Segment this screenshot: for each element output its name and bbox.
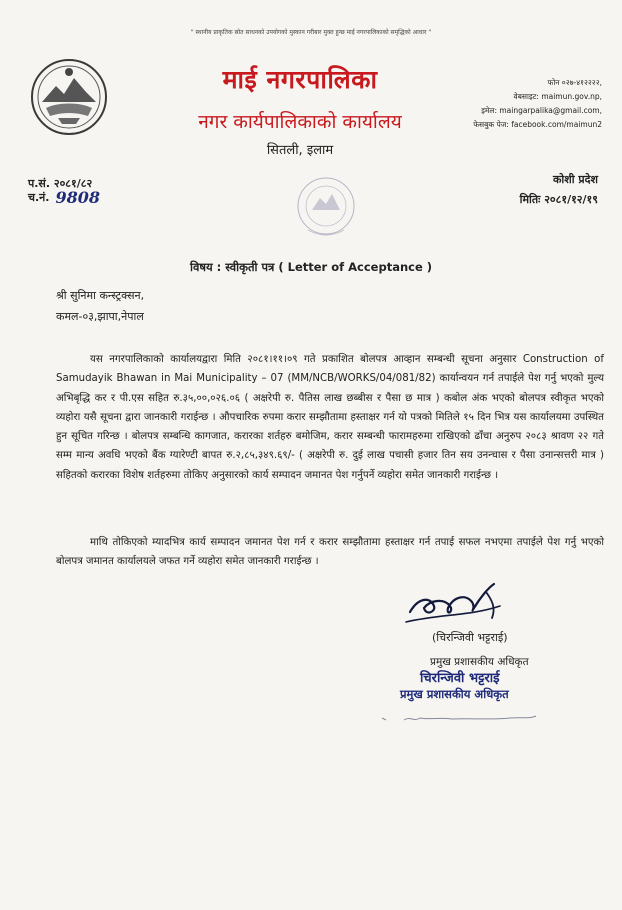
signatory-name: (चिरन्जिवी भट्टराई) xyxy=(432,631,508,644)
stamp-signatory-name: चिरन्जिवी भट्टराई xyxy=(420,671,500,686)
signatory-designation: प्रमुख प्रशासकीय अधिकृत xyxy=(430,656,529,668)
contact-email: इमेल: maingarpalika@gmail.com, xyxy=(481,106,602,115)
contact-block xyxy=(452,76,602,132)
stamp-signatory-designation: प्रमुख प्रशासकीय अधिकृत xyxy=(400,687,509,701)
ink-scribble-icon xyxy=(380,712,540,724)
subject-line: विषय : स्वीकृती पत्र ( Letter of Acceptance ) xyxy=(189,260,433,274)
handwritten-signature-icon xyxy=(400,578,508,626)
body-paragraph-1: यस नगरपालिकाको कार्यालयद्वारा मिति २०८१।११।०९ गते प्रकाशित बोलपत्र आव्हान सम्बन्धी सूचना अनुसार Construction of Samudayik Bhawan in Mai Municipality – 07 (MM/NCB/WORKS/04/081/82) कार्यान्वयन गर्न तपाईले पेश गर्नु भएको मुल्य अभिबृद्धि कर र पी.एस सहित रु.३५,००,०२६.०६ ( अक्षरेपी रु. पैतिस लाख छब्बीस र पैसा छ मात्र ) कबोल अंक भएको बोलपत्र स्वीकृत भएको व्यहोरा यसै सूचना द्वारा जानकारी गराईन्छ । औपचारिक रुपमा करार सम्झौतामा हस्ताक्षर गर्न यो पत्रको मितिले १५ दिन भित्र यस कार्यालयमा उपस्थित हुन सूचित गरिन्छ । बोलपत्र सम्बन्धि कागजात, करारका शर्तहरु बमोजिम, करार सम्बन्धी फारामहरुमा राखिएको ढाँचा अनुरुप २०८३ श्रावण २२ गते सम्म मान्य अवधि भएको बैंक ग्यारेण्टी बापत रु.२,८५,३४९.६९/- ( अक्षरेपी रु. दुई लाख पचासी हजार तिन सय उनन्चास र पैसा उनान्सत्तरी मात्र ) सहितको करारका विशेष शर्तहरुमा तोकिए अनुसारको कार्य सम्पादन जमानत पेश गर्नुपर्ने व्यहोरा समेत जानकारी गराईन्छ । xyxy=(56,354,604,481)
addressee-address: कमल-०३,झापा,नेपाल xyxy=(56,310,144,323)
office-location: सितली, इलाम xyxy=(266,143,334,158)
nepal-emblem-icon xyxy=(28,56,110,138)
dispatch-number: 9808 xyxy=(55,188,100,207)
municipality-title: माई नगरपालिका xyxy=(222,65,378,94)
office-title: नगर कार्यपालिकाको कार्यालय xyxy=(198,111,402,133)
dispatch-ref xyxy=(28,188,100,207)
contact-website: वेबसाइट: maimun.gov.np, xyxy=(513,92,602,101)
dispatch-label: च.नं. xyxy=(28,191,50,204)
office-stamp-icon xyxy=(288,170,364,250)
fiscal-year-ref: प.सं. २०८१/८२ xyxy=(28,177,93,190)
contact-facebook: फेसबुक पेज: facebook.com/maimun2 xyxy=(473,120,602,129)
province-label: कोशी प्रदेश xyxy=(552,173,598,186)
motto-line: " स्थानीय प्राकृतिक स्रोत साधनको उपयोगको मुस्कान गरीबार मुक्त हुन्छ माई नगरपालिकाको समृद्धिको आधार " xyxy=(190,29,432,36)
body-paragraph-2: माथि तोकिएको म्यादभित्र कार्य सम्पादन जमानत पेश गर्न र करार सम्झौतामा हस्ताक्षर गर्न तपाई सफल नभएमा तपाईले पेश गर्नु भएको बोलपत्र जमानत कार्यालयले जफत गर्ने व्यहोरा समेत जानकारी गराईन्छ । xyxy=(56,537,604,568)
addressee-name: श्री सुनिमा कन्स्ट्रक्सन, xyxy=(56,289,145,302)
letter-date: मितिः २०८१/१२/१९ xyxy=(519,193,598,206)
contact-phone: फोन ०२७-४१२२२२, xyxy=(547,78,602,87)
